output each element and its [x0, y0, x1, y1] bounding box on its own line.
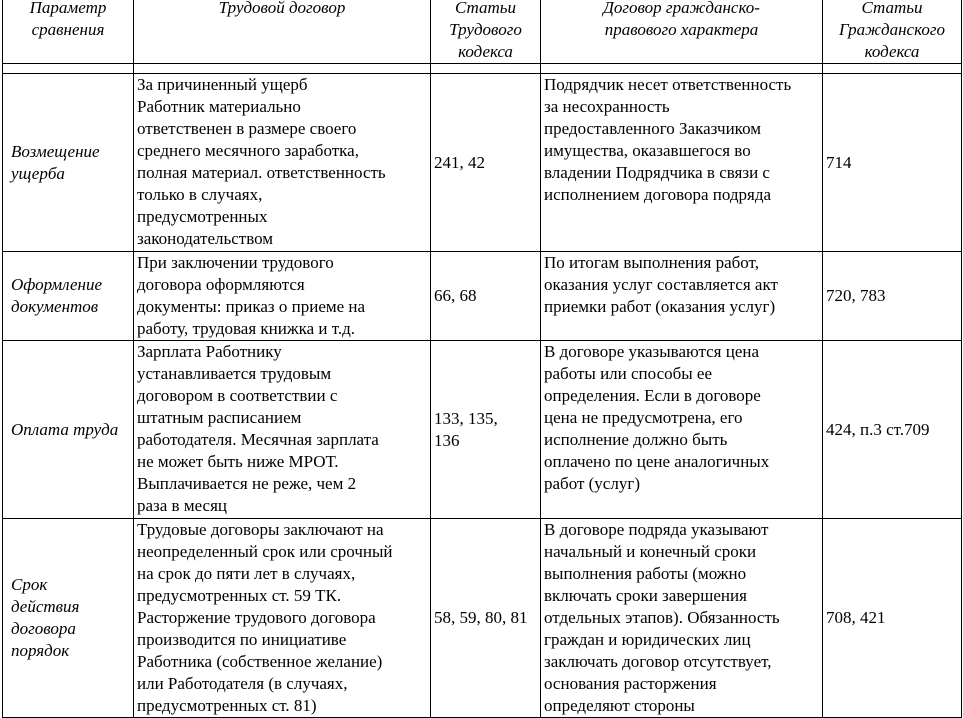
text-line: работы или способы ее: [544, 364, 713, 383]
civil-code-articles-cell: 708, 421: [823, 519, 962, 718]
table-row: [3, 519, 962, 718]
parameter-cell: [3, 519, 134, 718]
text-line: исполнение должно быть: [544, 430, 728, 449]
labor-code-articles-cell: 58, 59, 80, 81: [431, 519, 541, 718]
header-labor-contract: [134, 0, 431, 64]
text-line: договором в соответствии с: [137, 386, 338, 405]
text-line: граждан и юридических лиц: [544, 630, 751, 649]
text-line: кодекса: [458, 42, 513, 61]
text-line: не может быть ниже МРОТ.: [137, 452, 339, 471]
text-line: В договоре указываются цена: [544, 342, 760, 361]
text-line: Выплачивается не реже, чем 2: [137, 474, 357, 493]
previous-row-fragment: [3, 64, 962, 74]
parameter-cell: [3, 74, 134, 252]
text-line: Зарплата Работнику: [137, 342, 282, 361]
text-line: предусмотренных ст. 59 ТК.: [137, 586, 342, 605]
text-line: Гражданского: [838, 20, 946, 39]
text-line: Статьи: [861, 0, 923, 17]
text-line: Трудовой договор: [218, 0, 346, 17]
text-line: определения. Если в договоре: [544, 386, 761, 405]
text-line: работ (услуг): [544, 474, 640, 493]
text-line: договора оформляются: [137, 275, 305, 294]
text-line: предусмотренных ст. 81): [137, 696, 317, 715]
text-line: исполнением договора подряда: [544, 185, 772, 204]
text-line: устанавливается трудовым: [137, 364, 332, 383]
text-line: полная материал. ответственность: [137, 163, 386, 182]
text-line: оплачено по цене аналогичных: [544, 452, 770, 471]
text-line: За причиненный ущерб: [137, 75, 308, 94]
header-labor-code-articles: [431, 0, 541, 64]
text-line: действия: [11, 597, 80, 616]
civil-contract-cell: [541, 341, 823, 519]
text-line: цена не предусмотрена, его: [544, 408, 743, 427]
text-line: предусмотренных: [137, 207, 268, 226]
civil-contract-cell: [541, 519, 823, 718]
text-line: раза в месяц: [137, 496, 228, 515]
text-line: приемки работ (оказания услуг): [544, 297, 776, 316]
text-line: определяют стороны: [544, 696, 695, 715]
text-line: неопределенный срок или срочный: [137, 542, 393, 561]
text-line: Работник материально: [137, 97, 301, 116]
civil-contract-cell: [541, 74, 823, 252]
civil-contract-cell: [541, 252, 823, 341]
text-line: правового характера: [604, 20, 759, 39]
text-line: оказания услуг составляется акт: [544, 275, 778, 294]
header-row: [3, 0, 962, 64]
text-line: Возмещение: [11, 141, 100, 161]
header-parameter: [3, 0, 134, 64]
text-line: штатным расписанием: [137, 408, 302, 427]
text-line: документы: приказ о приеме на: [137, 297, 366, 316]
text-line: на срок до пяти лет в случаях,: [137, 564, 356, 583]
text-line: порядок: [11, 641, 70, 660]
table-row: [3, 341, 962, 519]
text-line: Договор гражданско-: [603, 0, 760, 17]
labor-contract-cell: [134, 74, 431, 252]
labor-contract-cell: [134, 519, 431, 718]
text-line: договора: [11, 619, 76, 638]
text-line: производится по инициативе: [137, 630, 347, 649]
text-line: владении Подрядчика в связи с: [544, 163, 770, 182]
comparison-table: [2, 0, 962, 718]
text-line: Трудовые договоры заключают на: [137, 520, 384, 539]
text-line: или Работодателя (в случаях,: [137, 674, 348, 693]
text-line: среднего месячного заработка,: [137, 141, 359, 160]
text-line: работу, трудовая книжка и т.д.: [137, 319, 356, 338]
civil-code-articles-cell: 424, п.3 ст.709: [823, 341, 962, 519]
text-line: сравнения: [31, 20, 105, 39]
labor-contract-cell: [134, 341, 431, 519]
text-line: только в случаях,: [137, 185, 263, 204]
text-line: Срок: [11, 575, 48, 594]
text-line: документов: [11, 297, 99, 316]
text-line: Расторжение трудового договора: [137, 608, 376, 627]
text-line: По итогам выполнения работ,: [544, 253, 759, 272]
text-line: имущества, оказавшегося во: [544, 141, 751, 160]
parameter-cell: [3, 252, 134, 341]
text-line: начальный и конечный сроки: [544, 542, 757, 561]
table-row: [3, 252, 962, 341]
text-line: Параметр: [29, 0, 107, 17]
text-line: Трудового: [449, 20, 522, 39]
text-line: ответственен в размере своего: [137, 119, 357, 138]
table-row: [3, 74, 962, 252]
text-line: В договоре подряда указывают: [544, 520, 769, 539]
labor-code-articles-cell: 133, 135, 136: [431, 341, 541, 519]
text-line: включать сроки завершения: [544, 586, 747, 605]
text-line: Работника (собственное желание): [137, 652, 383, 671]
text-line: работодателя. Месячная зарплата: [137, 430, 379, 449]
text-line: кодекса: [864, 42, 920, 61]
text-line: предоставленного Заказчиком: [544, 119, 762, 138]
text-line: отдельных этапов). Обязанность: [544, 608, 780, 627]
labor-contract-cell: [134, 252, 431, 341]
text-line: Оформление: [11, 275, 102, 294]
text-line: Подрядчик несет ответственность: [544, 75, 792, 94]
text-line: выполнения работы (можно: [544, 564, 747, 583]
text-line: заключать договор отсутствует,: [544, 652, 772, 671]
civil-code-articles-cell: 720, 783: [823, 252, 962, 341]
civil-code-articles-cell: 714: [823, 74, 962, 252]
parameter-cell: [3, 341, 134, 519]
text-line: Статьи: [454, 0, 517, 17]
text-line: При заключении трудового: [137, 253, 334, 272]
header-civil-code-articles: [823, 0, 962, 64]
text-line: ущерба: [11, 163, 65, 183]
text-line: законодательством: [137, 229, 274, 248]
text-line: основания расторжения: [544, 674, 717, 693]
text-line: за несохранность: [544, 97, 670, 116]
text-line: Оплата труда: [11, 419, 119, 439]
labor-code-articles-cell: 241, 42: [431, 74, 541, 252]
header-civil-contract: [541, 0, 823, 64]
labor-code-articles-cell: 66, 68: [431, 252, 541, 341]
